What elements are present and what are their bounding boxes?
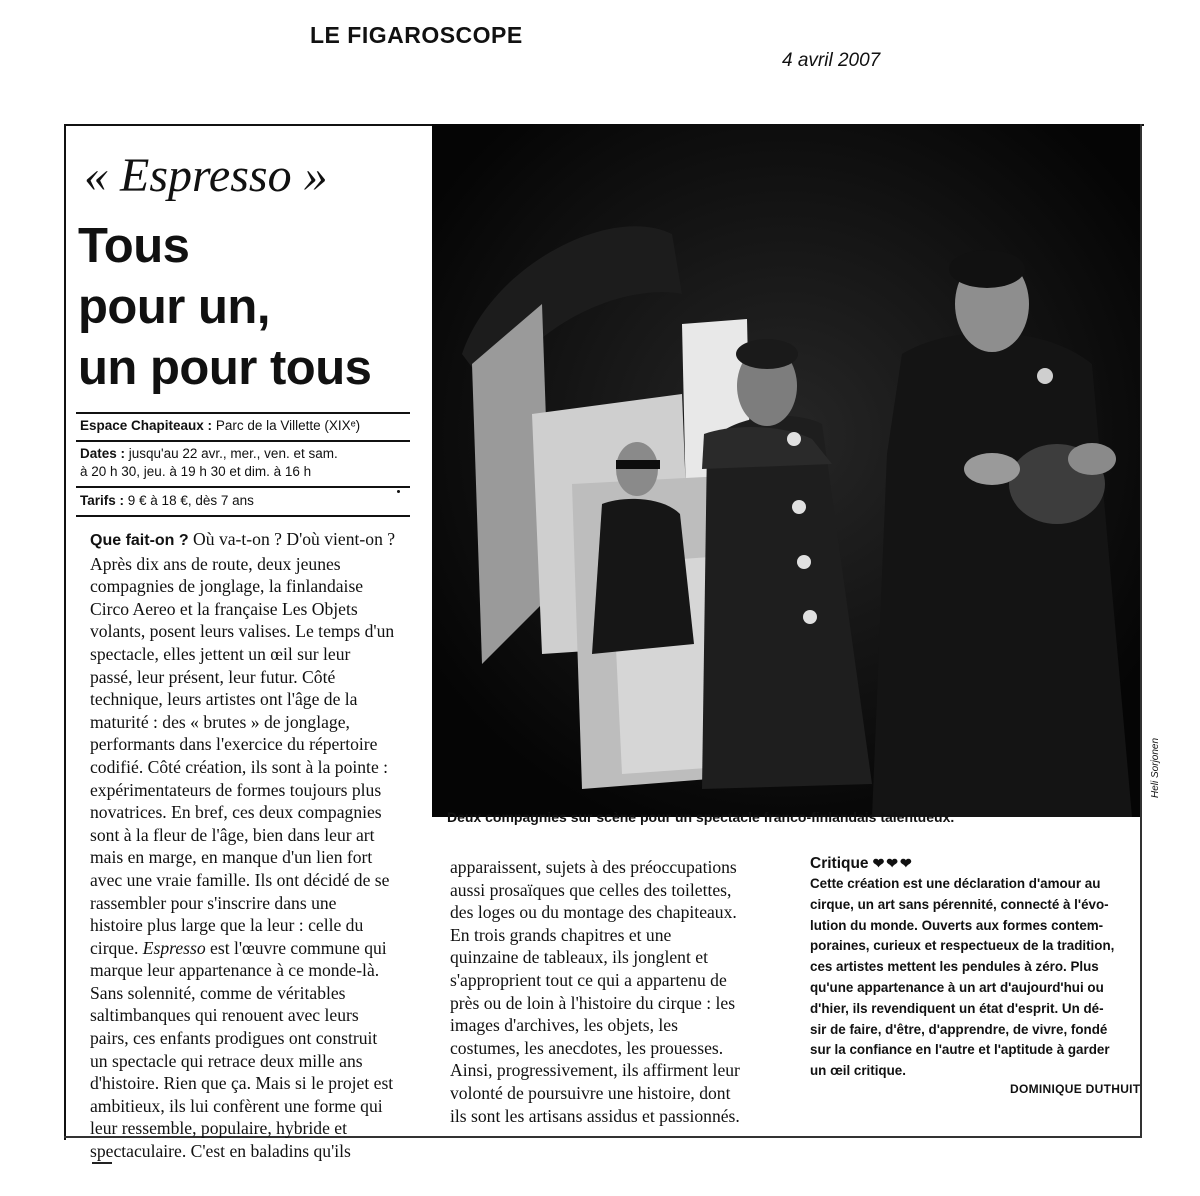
info-venue	[80, 418, 360, 434]
critique-line: sur la confiance en l'autre et l'aptitude à garder	[810, 1042, 1110, 1058]
body-line: volonté de poursuivre une histoire, dont	[450, 1082, 731, 1103]
body-line: rassembler pour s'inscrire dans une	[90, 892, 337, 913]
body-line: Ainsi, progressivement, ils affirment leur	[450, 1060, 740, 1081]
body-line: maturité : des « brutes » de jonglage,	[90, 711, 350, 732]
body-line: quinzaine de tableaux, ils jonglent et	[450, 947, 708, 968]
critique-text	[810, 874, 1114, 1082]
body-line: novatrices. En bref, ces deux compagnies	[90, 802, 382, 823]
critique-line: un œil critique.	[810, 1063, 906, 1079]
body-text: Où va-t-on ? D'où vient-on ?	[188, 529, 396, 549]
body-line: Sans solennité, comme de véritables	[90, 982, 346, 1003]
body-line: spectaculaire. C'est en baladins qu'ils	[90, 1141, 351, 1162]
body-line: Après dix ans de route, deux jeunes	[90, 553, 341, 574]
article-kicker: « Espresso »	[84, 149, 328, 202]
body-line: aussi prosaïques que celles des toilettes,	[450, 879, 732, 900]
body-line	[90, 528, 395, 553]
show-title-italic: Espresso	[142, 937, 206, 958]
critique-line: d'hier, ils revendiquent un état d'esprit. Un dé-	[810, 1000, 1104, 1016]
body-line: marque leur appartenance à ce monde-là.	[90, 960, 380, 981]
frame-rule-right	[1140, 124, 1142, 1138]
info-venue-value: Parc de la Villette (XIXᵉ)	[215, 418, 361, 433]
critique-box	[810, 853, 1114, 1082]
critique-heading	[810, 853, 1114, 874]
body-line: s'approprient tout ce qui a appartenu de	[450, 969, 727, 990]
headline-line: Tous	[78, 219, 190, 273]
headline-line: pour un,	[78, 280, 270, 334]
body-line: sont à la fleur de l'âge, bien dans leur art	[90, 824, 375, 845]
body-line: d'histoire. Rien que ça. Mais si le projet est	[90, 1073, 394, 1094]
body-line: leur ressemble, populaire, hybride et	[90, 1118, 347, 1139]
info-divider	[76, 515, 410, 517]
info-divider	[76, 440, 410, 442]
body-line: Circo Aereo et la française Les Objets	[90, 598, 358, 619]
critique-line: lution du monde. Ouverts aux formes contem-	[810, 917, 1104, 933]
info-divider	[76, 486, 410, 488]
lead-question: Que fait-on ?	[90, 532, 189, 549]
info-dates-continued: à 20 h 30, jeu. à 19 h 30 et dim. à 16 h	[80, 464, 312, 479]
body-line: images d'archives, les objets, les	[450, 1015, 678, 1036]
body-line: passé, leur présent, leur futur. Côté	[90, 666, 336, 687]
body-line: compagnies de jonglage, la finlandaise	[90, 576, 364, 597]
body-line: apparaissent, sujets à des préoccupations	[450, 857, 737, 877]
body-line: costumes, les anecdotes, les prouesses.	[450, 1037, 724, 1058]
body-line: ils sont les artisans assidus et passionnés.	[450, 1105, 740, 1126]
stage-photo	[432, 124, 1140, 817]
info-venue-label: Espace Chapiteaux :	[80, 418, 213, 433]
publication-masthead: LE FIGAROSCOPE	[310, 22, 523, 48]
critique-line: cirque, un art sans pérennité, connecté à l'évo-	[810, 896, 1109, 912]
body-line: spectacle, elles jettent un œil sur leur	[90, 643, 351, 664]
body-line: mais en marge, en manque d'un lien fort	[90, 847, 373, 868]
body-line: En trois grands chapitres et une	[450, 924, 672, 945]
info-divider	[76, 412, 410, 414]
article-body-column-2	[450, 856, 740, 1127]
heart-rating-icon: ❤❤❤	[872, 855, 914, 871]
body-line: un spectacle qui retrace deux mille ans	[90, 1050, 363, 1071]
body-line: saltimbanques qui renouent avec leurs	[90, 1005, 359, 1026]
body-text: cirque.	[90, 937, 139, 958]
body-line: des loges ou du montage des chapiteaux.	[450, 902, 737, 923]
body-line: performants dans l'exercice du répertoire	[90, 734, 378, 755]
body-line: avec une vraie famille. Ils ont décidé de se	[90, 869, 390, 890]
body-line: histoire plus large que la leur : celle du	[90, 915, 364, 936]
article-body-column-1	[90, 528, 395, 1163]
critique-line: poraines, curieux et respectueux de la tradition,	[810, 938, 1115, 954]
critique-line: ces artistes mettent les pendules à zéro. Plus	[810, 959, 1099, 975]
info-tarifs	[80, 493, 254, 509]
body-text: est l'œuvre commune qui	[205, 937, 387, 958]
photo-caption: Deux compagnies sur scène pour un spectacle franco-finlandais talentueux.	[447, 809, 955, 825]
body-line: près ou de loin à l'histoire du cirque : les	[450, 992, 736, 1013]
headline-line: un pour tous	[78, 341, 372, 395]
critique-line: Cette création est une déclaration d'amour au	[810, 876, 1101, 891]
body-line: codifié. Côté création, ils sont à la pointe :	[90, 756, 389, 777]
critique-line: qu'une appartenance à un art d'aujourd'hui ou	[810, 979, 1104, 995]
info-tarifs-value: 9 € à 18 €, dès 7 ans	[127, 493, 254, 508]
info-dates	[80, 446, 338, 462]
critique-line: sir de faire, d'être, d'apprendre, de vivre, fondé	[810, 1021, 1108, 1037]
info-dates-value: jusqu'au 22 avr., mer., ven. et sam.	[128, 446, 338, 461]
body-line: pairs, ces enfants prodigues ont construit	[90, 1028, 378, 1049]
body-line	[90, 937, 395, 960]
info-dot	[397, 490, 400, 493]
author-byline: DOMINIQUE DUTHUIT	[1010, 1082, 1141, 1096]
info-dates-label: Dates :	[80, 446, 126, 461]
issue-date: 4 avril 2007	[782, 50, 881, 71]
critique-title: Critique	[810, 855, 869, 872]
photo-credit: Heli Sorjonen	[1150, 737, 1161, 798]
info-tarifs-label: Tarifs :	[80, 493, 125, 508]
stage-photo-illustration	[432, 124, 1140, 817]
body-line: expérimentateurs de formes toujours plus	[90, 779, 382, 800]
body-line: volants, posent leurs valises. Le temps d'un	[90, 621, 395, 642]
body-line: ambitieux, ils lui confèrent une forme qui	[90, 1095, 383, 1116]
body-line: technique, leurs artistes ont l'âge de la	[90, 689, 358, 710]
